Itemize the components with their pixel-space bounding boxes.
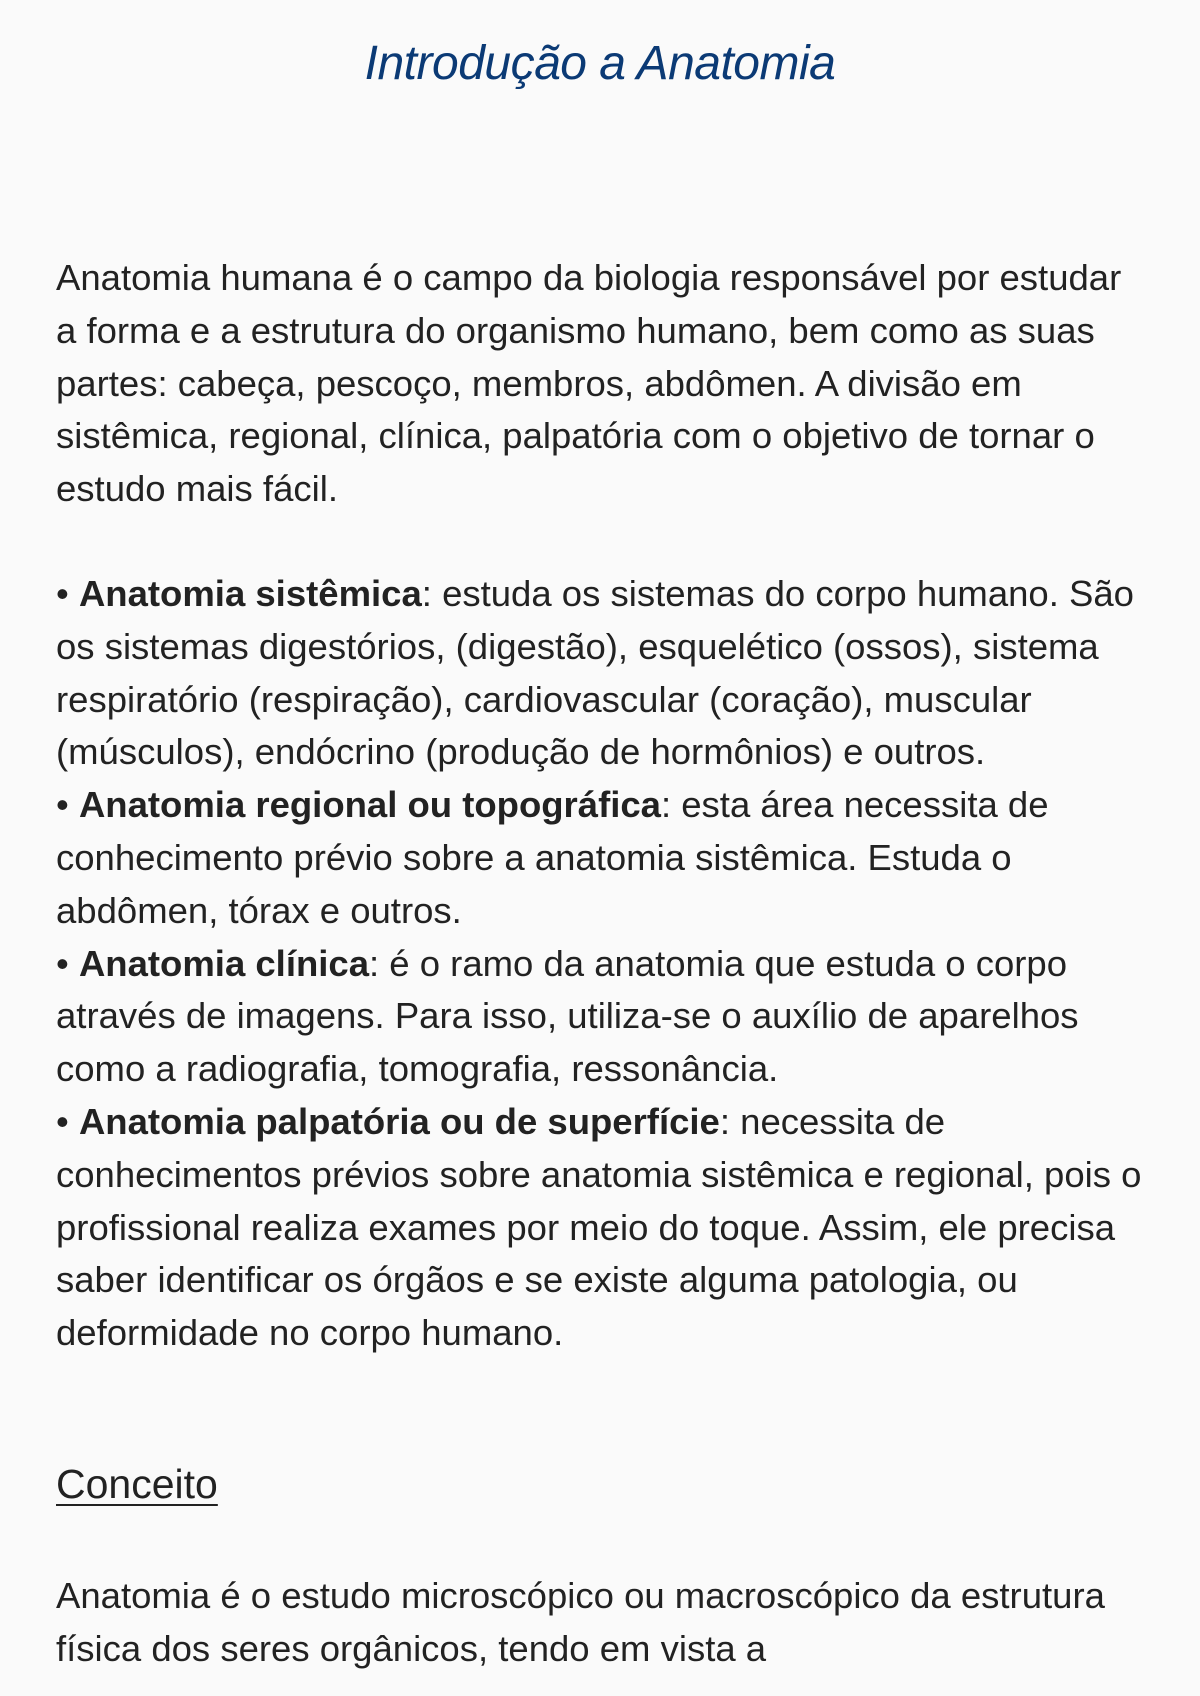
bullet-icon: • xyxy=(56,784,69,826)
bullet-icon: • xyxy=(56,1100,69,1142)
page-title: Introdução a Anatomia xyxy=(364,37,836,90)
list-item-text: : esta área necessita de conhecimento prévio sobre a anatomia sistêmica. Estuda o abdômen, tórax e outros. xyxy=(56,784,1049,931)
list-item xyxy=(56,1096,1144,1360)
concept-paragraph: Anatomia é o estudo microscópico ou macroscópico da estrutura física dos seres orgânicos, tendo em vista a xyxy=(56,1574,1105,1669)
list-item-term: Anatomia sistêmica xyxy=(78,572,422,614)
list-item xyxy=(56,779,1144,937)
list-item-text: : necessita de conhecimentos prévios sobre anatomia sistêmica e regional, pois o profissional realiza exames por meio do toque. Assim, ele precisa saber identificar os órgãos e se existe alguma patologia, ou deformidade no corpo humano. xyxy=(56,1100,1142,1354)
list-item-term: Anatomia clínica xyxy=(78,942,369,984)
bullet-icon: • xyxy=(56,942,69,984)
bullet-icon: • xyxy=(56,572,69,614)
list-item xyxy=(56,568,1144,779)
list-item-term: Anatomia regional ou topográfica xyxy=(78,784,661,826)
intro-paragraph: Anatomia humana é o campo da biologia responsável por estudar a forma e a estrutura do organismo humano, bem como as suas partes: cabeça, pescoço, membros, abdômen. A divisão em sistêmica, regional, clínica, palpatória com o objetivo de tornar o estudo mais fácil. xyxy=(56,257,1122,510)
list-item-text: : estuda os sistemas do corpo humano. São os sistemas digestórios, (digestão), esquelético (ossos), sistema respiratório (respiração), cardiovascular (coração), muscular (músculos), endócrino (produção de hormônios) e outros. xyxy=(56,572,1134,773)
list-item-text: : é o ramo da anatomia que estuda o corpo através de imagens. Para isso, utiliza-se o auxílio de aparelhos como a radiografia, tomografia, ressonância. xyxy=(56,942,1079,1090)
section-heading-conceito: Conceito xyxy=(56,1460,218,1507)
list-item-term: Anatomia palpatória ou de superfície xyxy=(78,1100,720,1142)
anatomy-types-list xyxy=(56,568,1144,1360)
list-item xyxy=(56,938,1144,1096)
